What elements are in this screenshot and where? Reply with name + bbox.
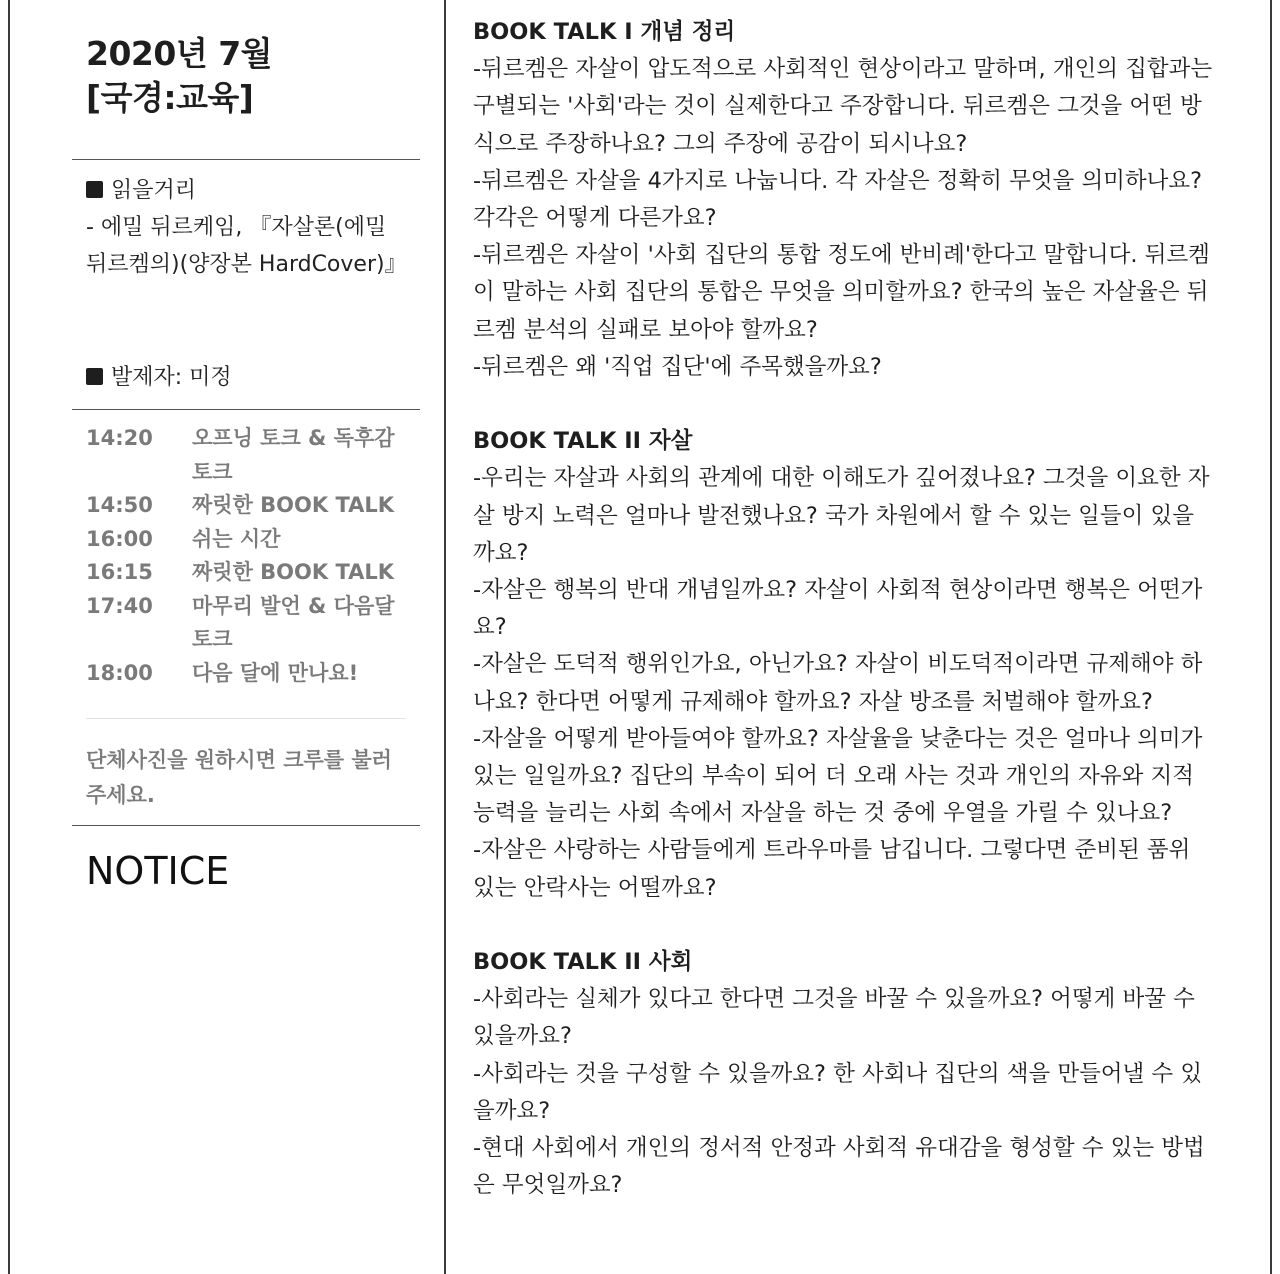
reading-label: 읽을거리 [111,178,197,203]
page-title [86,32,416,120]
book-talk-section [473,14,1213,386]
schedule-time: 17:40 [86,593,153,618]
question: -자살은 사랑하는 사람들에게 트라우마를 남깁니다. 그렇다면 준비된 품위 있는 안락사는 어떨까요? [473,837,1191,901]
schedule-label: 다음 달에 만나요! [192,660,359,685]
presenter-text: 발제자: 미정 [111,365,232,390]
schedule-row [86,523,411,557]
question: -자살을 어떻게 받아들여야 할까요? 자살율을 낮춘다는 것은 얼마나 의미가 있는 일일까요? 집단의 부속이 되어 더 오래 사는 것과 개인의 자유와 지적 능력을 늘리는 사회 속에서 자살을 하는 것 중에 우열을 가릴 수 있나요? [473,725,1203,827]
title-topic: [국경:교육] [86,78,254,117]
schedule-row [86,422,411,489]
question: -뒤르켐은 자살이 '사회 집단의 통합 정도에 반비례'한다고 말합니다. 뒤르켐이 말하는 사회 집단의 통합은 무엇을 의미할까요? 한국의 높은 자살율은 뒤르켐 분석의 실패로 보아야 할까요? [473,242,1210,343]
reading-item: - 에밀 뒤르케임, 『자살론(에밀 뒤르켐의)(양장본 HardCover)』 [86,215,407,277]
schedule [86,422,411,690]
question: -뒤르켐은 자살이 압도적으로 사회적인 현상이라고 말하며, 개인의 집합과는 구별되는 '사회'라는 것이 실제한다고 주장합니다. 뒤르켐은 그것을 어떤 방식으로 주장하나요? 그의 주장에 공감이 되시나요? [473,56,1213,157]
presenter [86,359,232,396]
schedule-row [86,489,411,523]
notice-heading: NOTICE [86,849,230,893]
section-heading: BOOK TALK II 사회 [473,949,693,976]
question: -현대 사회에서 개인의 정서적 안정과 사회적 유대감을 형성할 수 있는 방법은 무엇일까요? [473,1135,1205,1199]
question: -사회라는 실체가 있다고 한다면 그것을 바꿀 수 있을까요? 어떻게 바꿀 수 있을까요? [473,986,1195,1050]
column-divider [444,0,446,1274]
book-talk-section [473,423,1213,907]
title-date: 2020년 7월 [86,34,273,73]
schedule-label: 쉬는 시간 [192,526,281,551]
schedule-row [86,657,411,691]
schedule-label: 오프닝 토크 & 독후감 토크 [192,426,395,484]
square-bullet-icon [86,181,103,198]
schedule-time: 14:20 [86,426,153,450]
question: -자살은 행복의 반대 개념일까요? 자살이 사회적 현상이라면 행복은 어떤가요? [473,577,1203,641]
book-talk-section [473,944,1213,1204]
schedule-time: 16:15 [86,560,153,584]
divider [86,718,406,719]
section-heading: BOOK TALK II 자살 [473,428,693,455]
schedule-time: 16:00 [86,526,153,551]
schedule-time: 14:50 [86,493,153,517]
section-heading: BOOK TALK I 개념 정리 [473,19,736,45]
photo-note: 단체사진을 원하시면 크루를 불러주세요. [86,748,392,807]
reading-list [86,172,411,283]
square-bullet-icon [86,368,103,385]
schedule-row [86,590,411,657]
divider [72,159,420,160]
question: -뒤르켐은 왜 '직업 집단'에 주목했을까요? [473,353,882,380]
schedule-label: 마무리 발언 & 다음달 토크 [192,593,395,651]
divider [72,409,420,410]
question: -사회라는 것을 구성할 수 있을까요? 한 사회나 집단의 색을 만들어낼 수 있을까요? [473,1060,1203,1124]
schedule-label: 짜릿한 BOOK TALK [192,493,395,517]
question: -뒤르켐은 자살을 4가지로 나눕니다. 각 자살은 정확히 무엇을 의미하나요? 각각은 어떻게 다른가요? [473,167,1203,232]
schedule-time: 18:00 [86,660,153,685]
schedule-row [86,556,411,590]
question: -자살은 도덕적 행위인가요, 아닌가요? 자살이 비도덕적이라면 규제해야 하나요? 한다면 어떻게 규제해야 할까요? 자살 방조를 처벌해야 할까요? [473,651,1203,715]
question: -우리는 자살과 사회의 관계에 대한 이해도가 깊어졌나요? 그것을 이요한 자살 방지 노력은 얼마나 발전했나요? 국가 차원에서 할 수 있는 일들이 있을까요? [473,465,1210,566]
divider [72,825,420,826]
schedule-label: 짜릿한 BOOK TALK [192,560,395,584]
main-content [473,14,1213,1242]
